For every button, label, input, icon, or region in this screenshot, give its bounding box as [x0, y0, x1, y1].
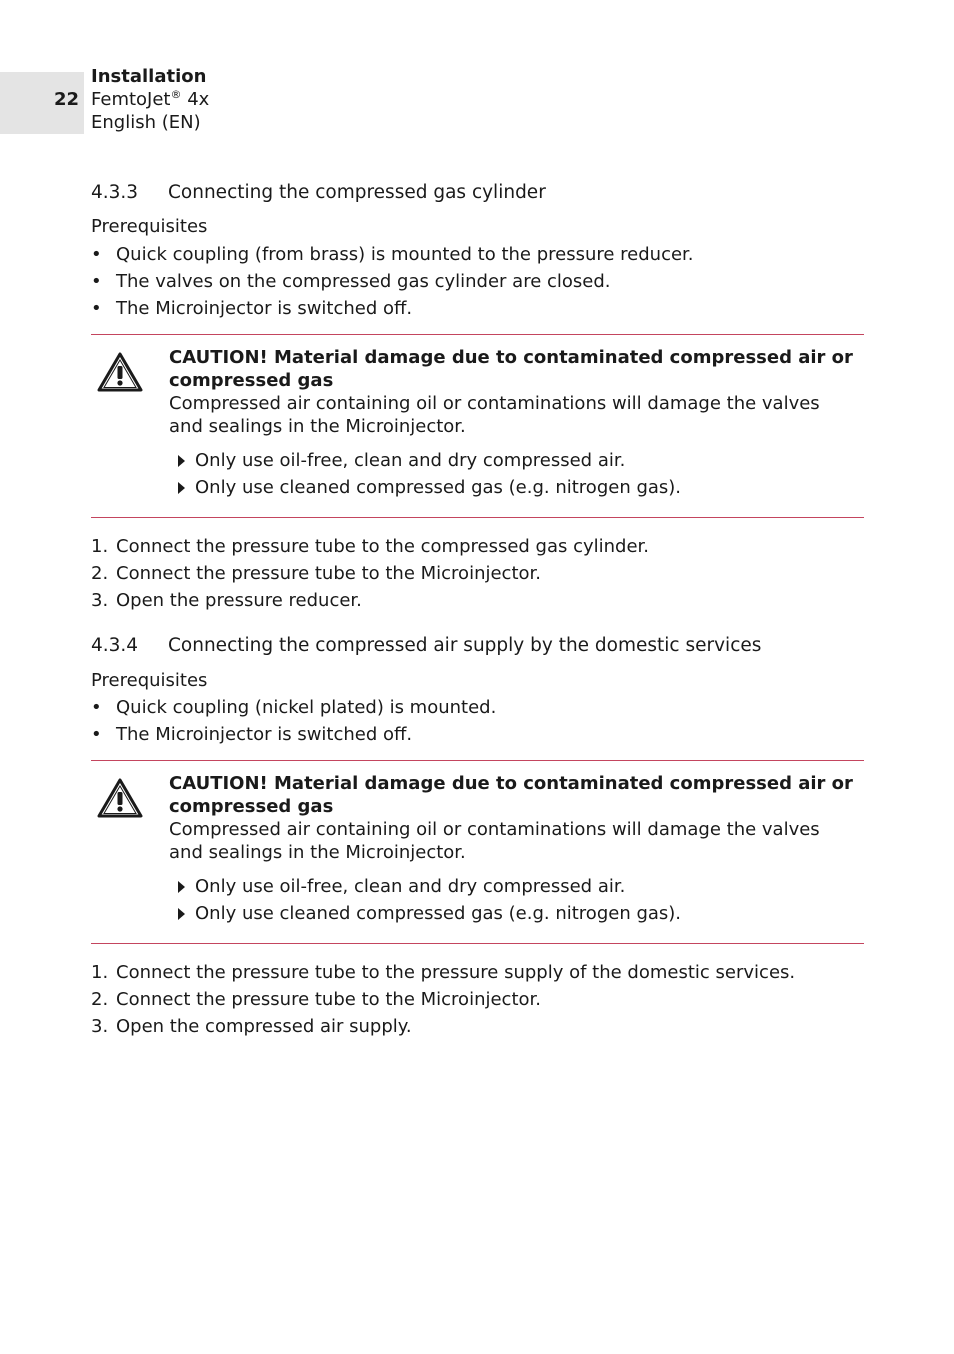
header-language: English (EN) — [91, 112, 201, 133]
step-number: 2. — [91, 989, 109, 1010]
step-text: Connect the pressure tube to the pressure supply of the domestic services. — [116, 962, 796, 983]
section-heading-4-3-3 — [91, 181, 546, 205]
warning-triangle-icon — [97, 778, 143, 818]
action-text: Only use cleaned compressed gas (e.g. nitrogen gas). — [195, 477, 682, 498]
caution-top-divider — [91, 760, 864, 761]
caution-bottom-divider — [91, 517, 864, 518]
list-item — [91, 961, 795, 988]
step-number: 1. — [91, 536, 109, 557]
registered-mark: ® — [170, 88, 182, 101]
list-item: • Quick coupling (from brass) is mounted to the pressure reducer. — [91, 243, 694, 270]
header-section: Installation — [91, 66, 207, 87]
step-text: Connect the pressure tube to the Microinjector. — [116, 989, 541, 1010]
prerequisites-list — [91, 696, 496, 750]
list-item — [91, 535, 649, 562]
caution-title: CAUTION! Material damage due to contaminated compressed air or compressed gas — [169, 773, 853, 817]
list-item: • Quick coupling (nickel plated) is mounted. — [91, 696, 496, 723]
arrow-right-icon — [178, 881, 185, 893]
section-number: 4.3.3 — [91, 182, 139, 203]
section-number: 4.3.4 — [91, 635, 139, 656]
section-heading-4-3-4 — [91, 634, 761, 658]
arrow-right-icon — [178, 908, 185, 920]
caution-actions — [169, 875, 681, 929]
caution-actions — [169, 449, 681, 503]
list-item — [169, 875, 681, 902]
header-product-name: FemtoJet — [91, 89, 171, 110]
step-text: Connect the pressure tube to the Microinjector. — [116, 563, 541, 584]
steps-list — [91, 961, 795, 1042]
step-number: 3. — [91, 1016, 109, 1037]
list-item — [91, 1015, 795, 1042]
list-item — [169, 902, 681, 929]
list-item — [91, 988, 795, 1015]
prerequisites-list — [91, 243, 694, 324]
page-header — [91, 65, 209, 134]
action-text: Only use cleaned compressed gas (e.g. nitrogen gas). — [195, 903, 682, 924]
step-text: Connect the pressure tube to the compressed gas cylinder. — [116, 536, 650, 557]
action-text: Only use oil-free, clean and dry compressed air. — [195, 450, 626, 471]
step-text: Open the pressure reducer. — [116, 590, 362, 611]
steps-list — [91, 535, 649, 616]
header-product-suffix: 4x — [181, 89, 210, 110]
page-number: 22 — [54, 89, 80, 110]
caution-text: Compressed air containing oil or contaminations will damage the valves and sealings in the Microinjector. — [169, 819, 820, 863]
header-product — [91, 88, 209, 111]
section-title: Connecting the compressed air supply by the domestic services — [168, 635, 762, 656]
warning-triangle-icon — [97, 352, 143, 392]
step-number: 3. — [91, 590, 109, 611]
action-text: Only use oil-free, clean and dry compressed air. — [195, 876, 626, 897]
list-item — [91, 562, 649, 589]
arrow-right-icon — [178, 455, 185, 467]
prerequisites-label: Prerequisites — [91, 670, 208, 691]
caution-top-divider — [91, 334, 864, 335]
list-item — [169, 476, 681, 503]
prerequisites-label: Prerequisites — [91, 216, 208, 237]
caution-text: Compressed air containing oil or contaminations will damage the valves and sealings in the Microinjector. — [169, 393, 820, 437]
step-number: 1. — [91, 962, 109, 983]
caution-title: CAUTION! Material damage due to contaminated compressed air or compressed gas — [169, 347, 853, 391]
arrow-right-icon — [178, 482, 185, 494]
caution-bottom-divider — [91, 943, 864, 944]
step-text: Open the compressed air supply. — [116, 1016, 412, 1037]
list-item: • The valves on the compressed gas cylinder are closed. — [91, 270, 694, 297]
list-item — [91, 589, 649, 616]
step-number: 2. — [91, 563, 109, 584]
list-item — [169, 449, 681, 476]
list-item: • The Microinjector is switched off. — [91, 723, 496, 750]
section-title: Connecting the compressed gas cylinder — [168, 182, 546, 203]
list-item: • The Microinjector is switched off. — [91, 297, 694, 324]
